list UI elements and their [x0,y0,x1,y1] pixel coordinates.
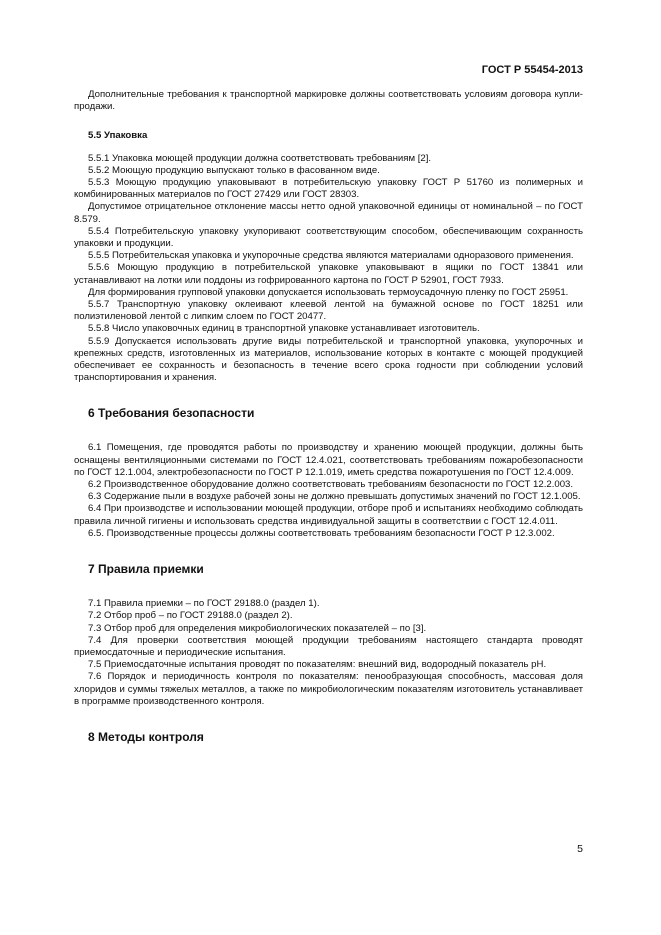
page-body [74,89,583,744]
clause-7-3: 7.3 Отбор проб для определения микробиологических показателей – по [3]. [88,622,427,634]
clause-5-5-3-note: Допустимое отрицательное отклонение массы нетто одной упаковочной единицы от номинальной – по ГОСТ 8.579. [74,201,583,225]
page-number: 5 [577,843,583,855]
clause-5-5-4: 5.5.4 Потребительскую упаковку укупоривают соответствующим способом, обеспечивающим сохранность упаковки и продукции. [74,225,583,250]
document-code: ГОСТ Р 55454-2013 [481,64,583,76]
clause-6-2: 6.2 Производственное оборудование должно соответствовать требованиям безопасности по ГОСТ 12.2.003. [88,479,574,491]
clause-7-6: 7.6 Порядок и периодичность контроля по показателям: пенообразующая способность, массовая доля хлоридов и суммы тяжелых металлов, а также по микробиологическим показателям изготовитель устанавливает в программе производственного контроля. [74,671,583,707]
clause-6-1: 6.1 Помещения, где проводятся работы по производству и хранению моющей продукции, должны быть оснащены вентиляционными системами по ГОСТ 12.4.021, соответствовать требованиям пожаробезопасности по ГОСТ 12.1.004, электробезопасности по ГОСТ Р 12.1.019, иметь средства пожаротушения по ГОСТ 12.4.009. [74,442,583,478]
clause-5-5-2: 5.5.2 Моющую продукцию выпускают только в фасованном виде. [88,164,380,176]
clause-6-4: 6.4 При производстве и использовании моющей продукции, отборе проб и испытаниях необходимо соблюдать правила личной гигиены и использовать средства индивидуальной защиты в соответствии с ГОСТ 12.4.011. [74,503,583,527]
clause-5-5-6-note: Для формирования групповой упаковки допускается использовать термоусадочную пленку по ГОСТ 25951. [88,286,569,298]
clause-7-5: 7.5 Приемосдаточные испытания проводят по показателям: внешний вид, водородный показатель рН. [88,659,547,671]
clause-5-5-6: 5.5.6 Моющую продукцию в потребительской упаковке упаковывают в ящики по ГОСТ 13841 или устанавливают на лотки или поддоны из гофрированного картона по ГОСТ Р 52901, ГОСТ 7933. [74,262,583,286]
clause-5-5-9: 5.5.9 Допускается использовать другие виды потребительской и транспортной упаковка, укупорочных и крепежных средств, изготовленных из материалов, использование которых в контакте с моющей продукцией обеспечивает ее сохранность и безопасность в течение всего срока годности при соблюдении условий транспортирования и хранения. [74,335,583,384]
clause-6-3: 6.3 Содержание пыли в воздухе рабочей зоны не должно превышать допустимых значений по ГОСТ 12.1.005. [88,491,581,503]
clause-5-5-1: 5.5.1 Упаковка моющей продукции должна соответствовать требованиям [2]. [88,152,432,164]
clause-5-5-7: 5.5.7 Транспортную упаковку оклеивают клеевой лентой на бумажной основе по ГОСТ 18251 или полиэтиленовой лентой с липким слоем по ГОСТ 20477. [74,299,583,323]
clause-6-5: 6.5. Производственные процессы должны соответствовать требованиям безопасности ГОСТ Р 12.3.002. [88,527,555,539]
intro-paragraph: Дополнительные требования к транспортной маркировке должны соответствовать условиям договора купли-продажи. [74,89,583,113]
section-5-5-title: 5.5 Упаковка [88,130,148,142]
section-8-title: 8 Методы контроля [88,729,204,744]
clause-5-5-8: 5.5.8 Число упаковочных единиц в транспортной упаковке устанавливает изготовитель. [88,323,480,335]
clause-7-2: 7.2 Отбор проб – по ГОСТ 29188.0 (раздел 2). [88,610,293,622]
section-6-title: 6 Требования безопасности [88,406,255,421]
clause-7-1: 7.1 Правила приемки – по ГОСТ 29188.0 (раздел 1). [88,598,320,610]
clause-5-5-5: 5.5.5 Потребительская упаковка и укупорочные средства являются материалами одноразового применения. [88,250,574,262]
clause-7-4: 7.4 Для проверки соответствия моющей продукции требованиям настоящего стандарта проводят приемосдаточные и периодические испытания. [74,634,583,658]
section-7-title: 7 Правила приемки [88,562,204,577]
clause-5-5-3: 5.5.3 Моющую продукцию упаковывают в потребительскую упаковку ГОСТ Р 51760 из полимерных и комбинированных материалов по ГОСТ 27429 или ГОСТ 28303. [74,177,583,201]
